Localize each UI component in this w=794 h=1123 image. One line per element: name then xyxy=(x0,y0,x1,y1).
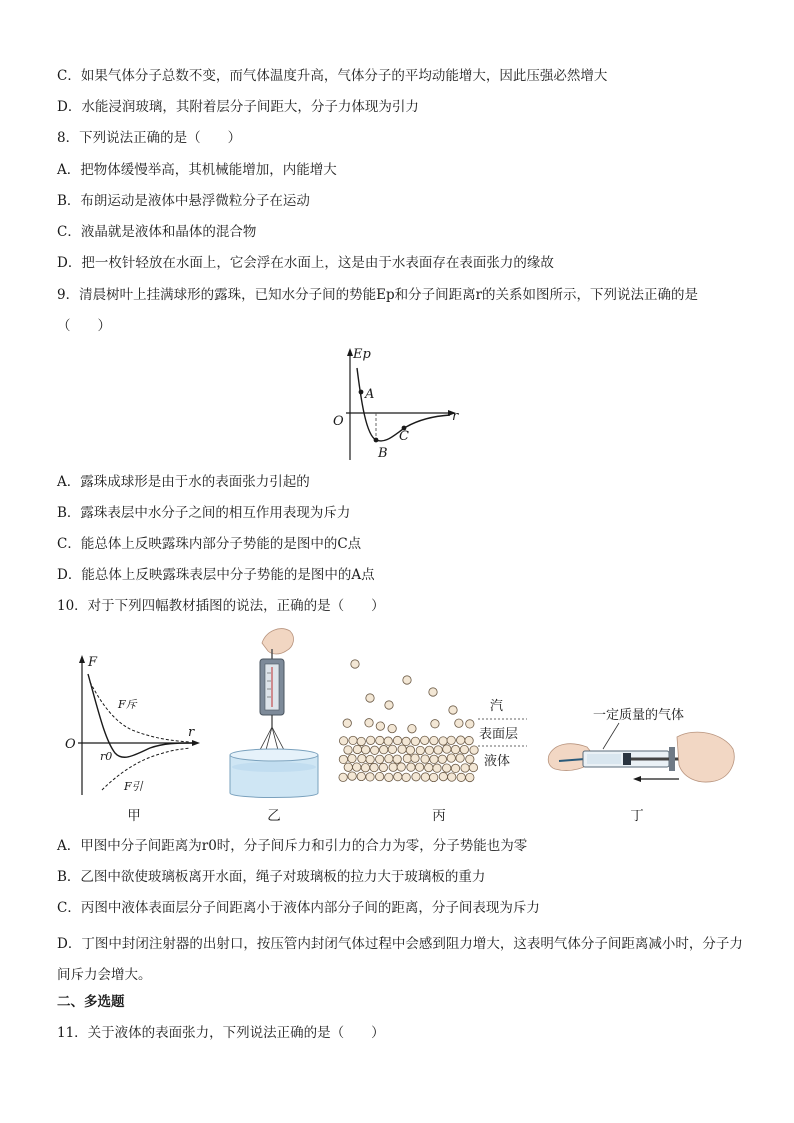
r-axis-label: r xyxy=(452,409,459,424)
q8-stem: 8．下列说法正确的是（ ） xyxy=(57,130,242,146)
fig-ding-caption: 丁 xyxy=(630,808,644,824)
q8-option-c: C．液晶就是液体和晶体的混合物 xyxy=(57,224,257,240)
q10-stem: 10．对于下列四幅教材插图的说法，正确的是（ ） xyxy=(57,598,385,614)
molecule xyxy=(379,763,387,771)
q9-option-d: D．能总体上反映露珠表层中分子势能的是图中的A点 xyxy=(57,567,375,583)
molecule xyxy=(460,745,468,753)
r-axis-label: r xyxy=(188,725,195,740)
q9-ep-r-graph xyxy=(320,340,470,465)
molecule xyxy=(411,737,419,745)
q9-option-c: C．能总体上反映露珠内部分子势能的是图中的C点 xyxy=(57,536,362,552)
molecule xyxy=(434,746,442,754)
fig-bing-molecules xyxy=(335,650,535,795)
molecule xyxy=(376,722,384,730)
molecule xyxy=(366,755,374,763)
molecule xyxy=(398,745,406,753)
molecule xyxy=(421,755,429,763)
f-attract-label: F引 xyxy=(124,780,143,793)
molecule xyxy=(408,725,416,733)
molecule xyxy=(389,763,397,771)
section-title: 二、多选题 xyxy=(57,994,125,1010)
molecule xyxy=(366,773,374,781)
molecule xyxy=(411,754,419,762)
fig-ding-syringe xyxy=(545,697,740,797)
q9-option-b: B．露珠表层中水分子之间的相互作用表现为斥力 xyxy=(57,505,351,521)
molecule xyxy=(415,763,423,771)
molecule xyxy=(439,772,447,780)
origin-label: O xyxy=(65,737,76,752)
molecule xyxy=(412,773,420,781)
molecule xyxy=(388,724,396,732)
molecule xyxy=(416,746,424,754)
molecule xyxy=(438,755,446,763)
molecule xyxy=(384,737,392,745)
molecule xyxy=(430,736,438,744)
molecule xyxy=(344,763,352,771)
q8-option-d: D．把一枚针轻放在水面上，它会浮在水面上，这是由于水表面存在表面张力的缘故 xyxy=(57,255,554,271)
molecule xyxy=(447,754,455,762)
molecule xyxy=(449,706,457,714)
fig-bing-caption: 丙 xyxy=(432,808,446,824)
molecule xyxy=(385,755,393,763)
molecule xyxy=(357,737,365,745)
q7-option-c: C．如果气体分子总数不变，而气体温度升高，气体分子的平均动能增大，因此压强必然增大 xyxy=(57,68,608,84)
molecule xyxy=(402,773,410,781)
molecule xyxy=(461,764,469,772)
molecule xyxy=(425,746,433,754)
molecule xyxy=(339,755,347,763)
q11-stem: 11．关于液体的表面张力，下列说法正确的是（ ） xyxy=(57,1025,385,1041)
molecule xyxy=(451,764,459,772)
molecule xyxy=(403,676,411,684)
molecule xyxy=(385,701,393,709)
molecule xyxy=(433,764,441,772)
q8-option-a: A．把物体缓慢举高，其机械能增加，内能增大 xyxy=(57,162,337,178)
molecule xyxy=(388,745,396,753)
molecule xyxy=(351,660,359,668)
molecule xyxy=(375,755,383,763)
molecule xyxy=(402,737,410,745)
origin-label: O xyxy=(333,414,344,429)
molecule xyxy=(455,719,463,727)
surface-layer-label: 表面层 xyxy=(479,727,519,742)
molecule xyxy=(407,763,415,771)
r0-label: r0 xyxy=(100,750,113,763)
molecule xyxy=(429,688,437,696)
molecule xyxy=(466,755,474,763)
molecule xyxy=(339,737,347,745)
molecule xyxy=(442,764,450,772)
q10-option-d: D．丁图中封闭注射器的出射口，按压管内封闭气体过程中会感到阻力增大，这表明气体分子间距离减小时，分子力间斥力会增大。 xyxy=(57,936,743,983)
fig-yi-caption: 乙 xyxy=(267,808,281,824)
point-a-marker xyxy=(359,390,364,395)
molecule xyxy=(394,772,402,780)
molecule xyxy=(451,745,459,753)
q10-option-c: C．丙图中液体表面层分子间距离小于液体内部分子间的距离，分子间表现为斥力 xyxy=(57,900,540,916)
gas-label: 一定质量的气体 xyxy=(593,708,685,723)
molecule xyxy=(469,763,477,771)
molecule xyxy=(339,773,347,781)
fig-yi-spring-balance xyxy=(224,625,324,803)
molecule xyxy=(421,736,429,744)
molecule xyxy=(366,736,374,744)
molecule xyxy=(470,746,478,754)
molecule xyxy=(370,746,378,754)
molecule xyxy=(375,772,383,780)
molecule xyxy=(406,746,414,754)
q7-option-d: D．水能浸润玻璃，其附着层分子间距大，分子力体现为引力 xyxy=(57,99,419,115)
molecule xyxy=(425,763,433,771)
fig-jia-caption: 甲 xyxy=(127,808,141,824)
molecule xyxy=(344,746,352,754)
molecule xyxy=(456,736,464,744)
molecule xyxy=(439,737,447,745)
molecule xyxy=(397,763,405,771)
molecule xyxy=(393,736,401,744)
point-c-label: C xyxy=(399,429,409,444)
molecule xyxy=(353,763,361,771)
molecule xyxy=(361,764,369,772)
molecule xyxy=(429,773,437,781)
molecule xyxy=(466,773,474,781)
fig-jia-force-graph xyxy=(60,650,210,800)
q9-option-a: A．露珠成球形是由于水的表面张力引起的 xyxy=(57,474,310,490)
molecule xyxy=(376,736,384,744)
point-a-label: A xyxy=(365,387,375,402)
molecule xyxy=(465,736,473,744)
point-b-marker xyxy=(374,438,379,443)
molecule xyxy=(403,754,411,762)
molecule xyxy=(457,773,465,781)
molecule xyxy=(379,745,387,753)
molecule xyxy=(343,719,351,727)
molecule xyxy=(431,720,439,728)
molecule xyxy=(385,773,393,781)
ep-axis-label: Ep xyxy=(353,347,371,362)
molecule xyxy=(448,773,456,781)
q9-stem: 9．清晨树叶上挂满球形的露珠，已知水分子间的势能Ep和分子间距离r的关系如图所示，下列说法正确的是 xyxy=(57,287,699,303)
molecule xyxy=(370,763,378,771)
molecule xyxy=(456,754,464,762)
molecule xyxy=(393,755,401,763)
f-repel-label: F斥 xyxy=(118,698,137,711)
q9-paren: （ ） xyxy=(57,318,111,334)
q10-option-a: A．甲图中分子间距离为r0时，分子间斥力和引力的合力为零，分子势能也为零 xyxy=(57,838,528,854)
point-b-label: B xyxy=(378,446,388,461)
molecule xyxy=(348,754,356,762)
molecule xyxy=(466,720,474,728)
molecule xyxy=(357,772,365,780)
molecule-field xyxy=(339,660,478,782)
molecule xyxy=(447,736,455,744)
q8-option-b: B．布朗运动是液体中悬浮微粒分子在运动 xyxy=(57,193,310,209)
molecule xyxy=(353,745,361,753)
q10-option-b: B．乙图中欲使玻璃板离开水面，绳子对玻璃板的拉力大于玻璃板的重力 xyxy=(57,869,486,885)
molecule xyxy=(430,755,438,763)
molecule xyxy=(358,754,366,762)
f-axis-label: F xyxy=(88,655,98,670)
molecule xyxy=(421,773,429,781)
molecule xyxy=(366,694,374,702)
molecule xyxy=(365,719,373,727)
molecule xyxy=(443,745,451,753)
molecule xyxy=(348,772,356,780)
vapor-label: 汽 xyxy=(490,699,504,714)
molecule xyxy=(349,736,357,744)
liquid-label: 液体 xyxy=(484,754,511,769)
molecule xyxy=(361,746,369,754)
